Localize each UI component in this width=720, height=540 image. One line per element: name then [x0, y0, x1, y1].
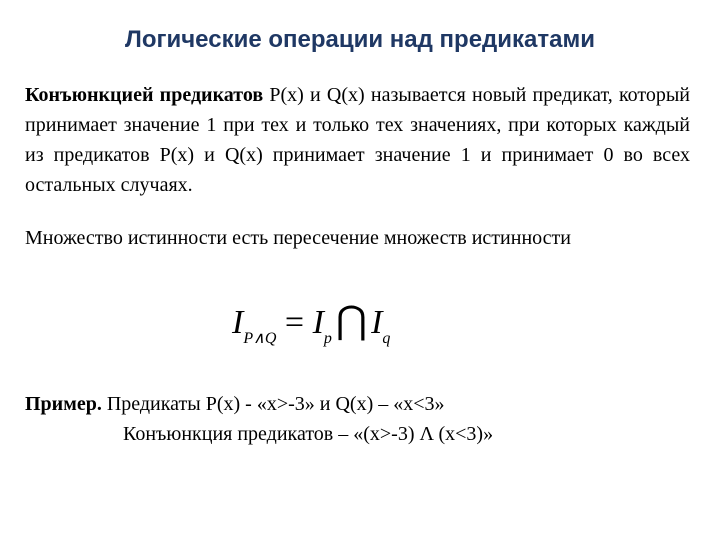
definition-term: Конъюнкцией предикатов [25, 84, 264, 106]
formula-i1-subscript: p [323, 330, 332, 347]
intersection-formula [232, 298, 472, 358]
example-line-1-text: Предикаты P(x) - «x>-3» и Q(x) – «x<3» [101, 393, 445, 415]
formula-i2-subscript: q [382, 330, 391, 347]
example-line-2: Конъюнкция предикатов – «(x>-3) Λ (x<3)» [123, 423, 494, 445]
intersection-symbol: ⋂ [335, 300, 368, 342]
formula-equals: = [284, 304, 305, 341]
slide-title: Логические операции над предикатами [125, 26, 595, 53]
formula-i2-symbol: I [371, 304, 383, 341]
example-line-1 [25, 390, 695, 418]
truth-set-statement: Множество истинности есть пересечение множеств истинности [25, 227, 571, 249]
formula-lhs-subscript: P∧Q [243, 330, 277, 347]
example-label: Пример. [25, 393, 102, 415]
definition-text: P(x) и Q(x) называется новый предикат, который принимает значение 1 при тех и только тех значениях, при которых каждый из предикатов P(x) и Q(x) принимает значение 1 и принимает 0 во всех остальных случаях. [25, 84, 691, 196]
formula-lhs-symbol: I [232, 304, 244, 341]
formula-i1-symbol: I [312, 304, 324, 341]
definition-paragraph [25, 80, 690, 200]
